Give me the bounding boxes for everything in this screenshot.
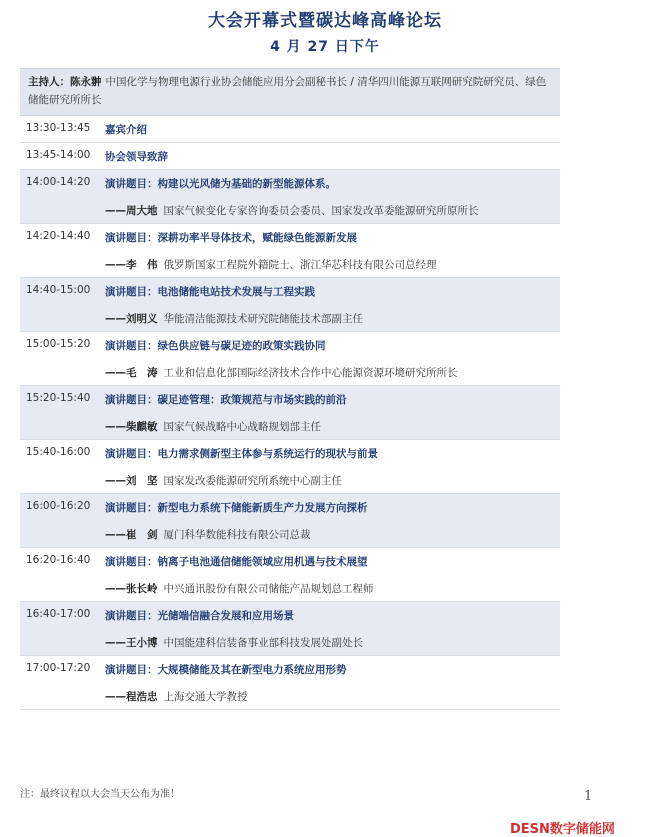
agenda-time: 13:30-13:45	[26, 122, 91, 134]
agenda-title: 演讲题目：光储端信融合发展和应用场景	[105, 610, 294, 622]
agenda-table	[20, 68, 560, 710]
agenda-time: 15:20-15:40	[26, 392, 91, 404]
agenda-row	[20, 386, 560, 440]
agenda-row	[20, 548, 560, 602]
speaker-line	[105, 365, 458, 380]
agenda-title: 演讲题目：电力需求侧新型主体参与系统运行的现状与前景	[105, 448, 378, 460]
speaker-name: 刘明义	[126, 313, 158, 325]
speaker-line	[105, 635, 363, 650]
agenda-title: 演讲题目：构建以光风储为基础的新型能源体系。	[105, 178, 336, 190]
speaker-dash: ——	[105, 367, 126, 379]
speaker-name: 程浩忠	[126, 691, 158, 703]
speaker-line	[105, 581, 374, 596]
speaker-dash: ——	[105, 637, 126, 649]
speaker-name: 刘 坚	[126, 475, 158, 487]
page-title: 大会开幕式暨碳达峰高峰论坛	[208, 11, 442, 31]
speaker-name: 周大地	[126, 205, 158, 217]
agenda-row	[20, 143, 560, 170]
agenda-rows	[20, 116, 560, 710]
speaker-role: 中兴通讯股份有限公司储能产品规划总工程师	[163, 583, 374, 595]
agenda-time: 14:00-14:20	[26, 176, 91, 188]
footer-note: 注：最终议程以大会当天公布为准！	[20, 789, 180, 800]
speaker-line	[105, 257, 437, 272]
agenda-row	[20, 116, 560, 143]
host-label: 主持人：	[28, 76, 70, 88]
speaker-dash: ——	[105, 691, 126, 703]
speaker-dash: ——	[105, 583, 126, 595]
watermark-logo: DESN数字储能网	[510, 822, 615, 837]
agenda-row	[20, 494, 560, 548]
agenda-time: 13:45-14:00	[26, 149, 91, 161]
agenda-row	[20, 170, 560, 224]
page-number: 1	[584, 789, 593, 804]
speaker-dash: ——	[105, 475, 126, 487]
agenda-title: 协会领导致辞	[105, 151, 168, 163]
agenda-time: 15:00-15:20	[26, 338, 91, 350]
agenda-time: 15:40-16:00	[26, 446, 91, 458]
agenda-row	[20, 440, 560, 494]
speaker-role: 华能清洁能源技术研究院储能技术部副主任	[163, 313, 363, 325]
agenda-title: 演讲题目：绿色供应链与碳足迹的政策实践协同	[105, 340, 326, 352]
speaker-role: 工业和信息化部国际经济技术合作中心能源资源环境研究所所长	[163, 367, 458, 379]
agenda-row	[20, 224, 560, 278]
speaker-name: 柴麒敏	[126, 421, 158, 433]
agenda-title: 演讲题目：钠离子电池通信储能领域应用机遇与技术展望	[105, 556, 368, 568]
agenda-title: 演讲题目：大规模储能及其在新型电力系统应用形势	[105, 664, 347, 676]
speaker-dash: ——	[105, 421, 126, 433]
speaker-role: 俄罗斯国家工程院外籍院士、浙江华芯科技有限公司总经理	[163, 259, 437, 271]
agenda-time: 16:20-16:40	[26, 554, 91, 566]
speaker-dash: ——	[105, 313, 126, 325]
speaker-role: 中国能建科信装备事业部科技发展处副处长	[163, 637, 363, 649]
agenda-time: 17:00-17:20	[26, 662, 91, 674]
agenda-title: 演讲题目：电池储能电站技术发展与工程实践	[105, 286, 315, 298]
agenda-title: 嘉宾介绍	[105, 124, 147, 136]
speaker-name: 李 伟	[126, 259, 158, 271]
speaker-line	[105, 203, 479, 218]
agenda-title: 演讲题目：新型电力系统下储能新质生产力发展方向探析	[105, 502, 368, 514]
host-row	[20, 69, 560, 116]
host-name: 陈永翀	[70, 76, 102, 88]
speaker-line	[105, 311, 363, 326]
speaker-role: 厦门科华数能科技有限公司总裁	[163, 529, 311, 541]
agenda-time: 14:40-15:00	[26, 284, 91, 296]
speaker-dash: ——	[105, 529, 126, 541]
speaker-line	[105, 473, 342, 488]
speaker-name: 崔 剑	[126, 529, 158, 541]
speaker-line	[105, 419, 321, 434]
speaker-name: 毛 涛	[126, 367, 158, 379]
speaker-name: 张长岭	[126, 583, 158, 595]
speaker-role: 国家发改委能源研究所系统中心副主任	[163, 475, 342, 487]
agenda-row	[20, 602, 560, 656]
agenda-row	[20, 278, 560, 332]
speaker-name: 王小博	[126, 637, 158, 649]
agenda-title: 演讲题目：碳足迹管理：政策规范与市场实践的前沿	[105, 394, 347, 406]
host-title: 中国化学与物理电源行业协会储能应用分会副秘书长 / 清华四川能源互联网研究院研究员、绿色储能研究所所长	[28, 76, 547, 106]
agenda-title: 演讲题目：深耕功率半导体技术，赋能绿色能源新发展	[105, 232, 357, 244]
speaker-role: 国家气候变化专家咨询委员会委员、国家发改革委能源研究所原所长	[163, 205, 479, 217]
speaker-line	[105, 527, 311, 542]
speaker-dash: ——	[105, 205, 126, 217]
agenda-row	[20, 656, 560, 710]
page-date: 4 月 27 日下午	[270, 39, 380, 55]
speaker-role: 上海交通大学教授	[163, 691, 248, 703]
agenda-time: 16:00-16:20	[26, 500, 91, 512]
speaker-dash: ——	[105, 259, 126, 271]
agenda-time: 16:40-17:00	[26, 608, 91, 620]
agenda-time: 14:20-14:40	[26, 230, 91, 242]
speaker-role: 国家气候战略中心战略规划部主任	[163, 421, 321, 433]
agenda-row	[20, 332, 560, 386]
speaker-line	[105, 689, 248, 704]
